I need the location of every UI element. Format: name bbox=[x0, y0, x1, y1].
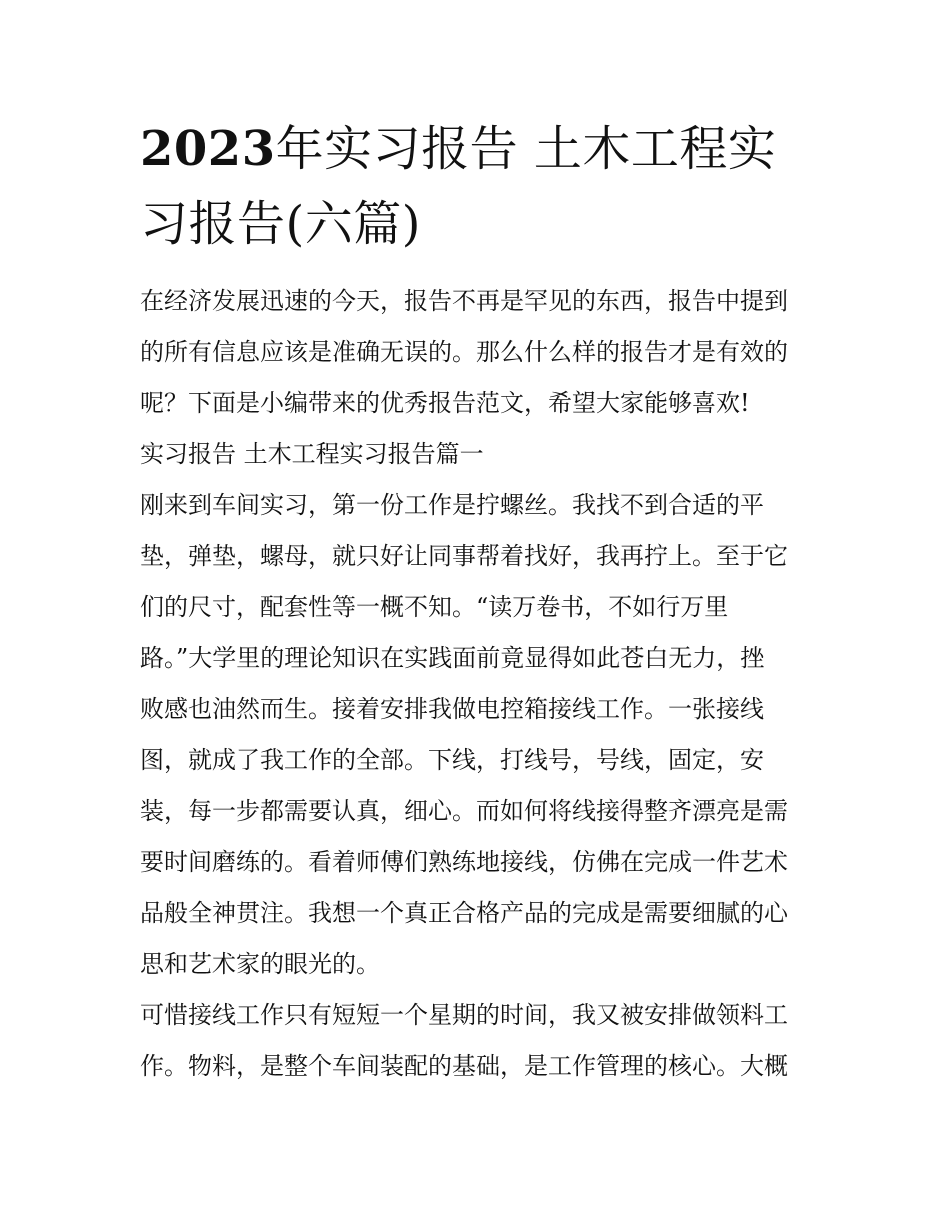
title-line-2: 习报告(六篇) bbox=[140, 196, 421, 252]
paragraph-line: 刚来到车间实习，第一份工作是拧螺丝。我找不到合适的平 bbox=[140, 491, 764, 519]
section-heading-text: 实习报告 土木工程实习报告篇一 bbox=[140, 440, 484, 468]
paragraph-1 bbox=[140, 480, 820, 990]
title-line-1-text: 年实习报告 土木工程实 bbox=[275, 121, 777, 177]
document-title bbox=[140, 112, 820, 262]
document-body bbox=[140, 276, 820, 1092]
intro-line: 呢？下面是小编带来的优秀报告范文，希望大家能够喜欢! bbox=[140, 389, 750, 417]
paragraph-line: 作。物料，是整个车间装配的基础，是工作管理的核心。大概 bbox=[140, 1052, 788, 1080]
section-heading bbox=[140, 429, 820, 480]
title-year: 2023 bbox=[140, 121, 276, 177]
paragraph-line: 思和艺术家的眼光的。 bbox=[140, 950, 380, 978]
paragraph-2 bbox=[140, 990, 820, 1092]
paragraph-line: 要时间磨练的。看着师傅们熟练地接线，仿佛在完成一件艺术 bbox=[140, 848, 788, 876]
title-line-1 bbox=[140, 121, 776, 177]
paragraph-line: 们的尺寸，配套性等一概不知。“读万卷书，不如行万里 bbox=[140, 593, 729, 621]
paragraph-line: 败感也油然而生。接着安排我做电控箱接线工作。一张接线 bbox=[140, 695, 764, 723]
intro-paragraph bbox=[140, 276, 820, 429]
paragraph-line: 垫，弹垫，螺母，就只好让同事帮着找好，我再拧上。至于它 bbox=[140, 542, 788, 570]
paragraph-line: 品般全神贯注。我想一个真正合格产品的完成是需要细腻的心 bbox=[140, 899, 788, 927]
paragraph-line: 路。”大学里的理论知识在实践面前竟显得如此苍白无力，挫 bbox=[140, 644, 765, 672]
intro-line: 在经济发展迅速的今天，报告不再是罕见的东西，报告中提到 bbox=[140, 287, 788, 315]
intro-line: 的所有信息应该是准确无误的。那么什么样的报告才是有效的 bbox=[140, 338, 788, 366]
paragraph-line: 图，就成了我工作的全部。下线，打线号，号线，固定，安 bbox=[140, 746, 764, 774]
paragraph-line: 装，每一步都需要认真，细心。而如何将线接得整齐漂亮是需 bbox=[140, 797, 788, 825]
paragraph-line: 可惜接线工作只有短短一个星期的时间，我又被安排做领料工 bbox=[140, 1001, 788, 1029]
